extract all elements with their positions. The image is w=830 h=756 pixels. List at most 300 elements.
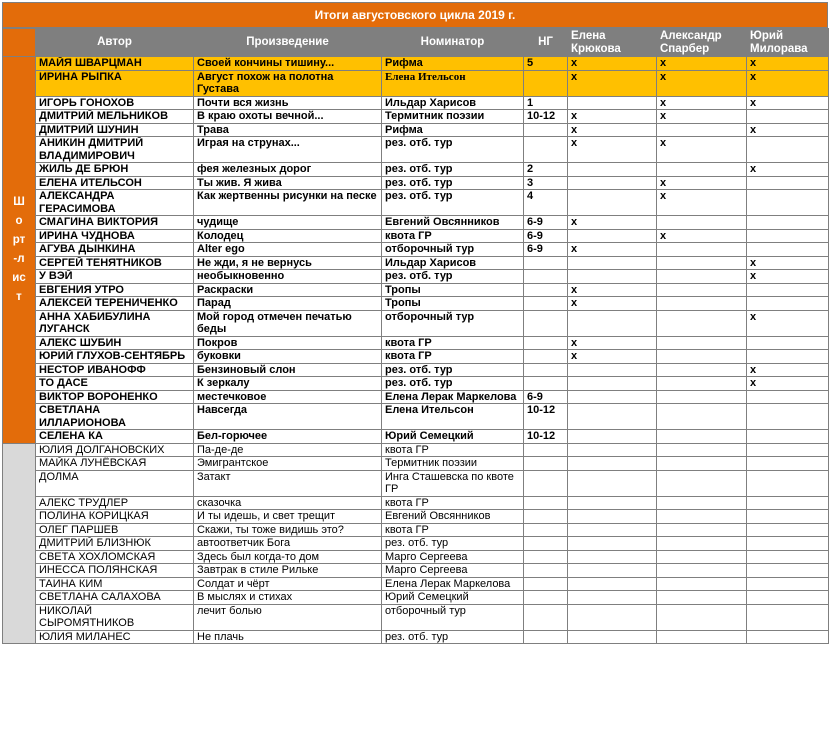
ng-cell [524, 377, 568, 391]
sheet-title: Итоги августовского цикла 2019 г. [2, 2, 828, 28]
nominator-cell: квота ГР [382, 336, 524, 350]
empty-cell [657, 457, 747, 471]
work-cell: Alter ego [194, 243, 382, 257]
empty-cell [747, 496, 829, 510]
nominator-cell: рез. отб. тур [382, 137, 524, 163]
nominator-cell: квота ГР [382, 350, 524, 364]
jury-2-mark [657, 123, 747, 137]
ng-cell: 1 [524, 96, 568, 110]
nominator-cell: Инга Сташевска по квоте ГР [382, 470, 524, 496]
empty-cell [657, 470, 747, 496]
jury-1-mark: x [568, 216, 657, 230]
nominator-cell: Юрий Семецкий [382, 591, 524, 605]
short-list-row [3, 350, 829, 364]
short-list-body [3, 57, 829, 444]
jury-2-mark [657, 363, 747, 377]
nominator-cell: рез. отб. тур [382, 176, 524, 190]
short-list-row [3, 363, 829, 377]
author-cell: АЛЕКС ШУБИН [36, 336, 194, 350]
jury-3-mark: x [747, 310, 829, 336]
empty-cell [747, 443, 829, 457]
jury-3-mark: x [747, 270, 829, 284]
jury-2-mark [657, 430, 747, 444]
nominator-cell: рез. отб. тур [382, 537, 524, 551]
author-cell: ДМИТРИЙ БЛИЗНЮК [36, 537, 194, 551]
empty-cell [747, 457, 829, 471]
empty-cell [747, 470, 829, 496]
jury-1-mark [568, 229, 657, 243]
author-cell: ДМИТРИЙ ШУНИН [36, 123, 194, 137]
empty-cell [568, 523, 657, 537]
empty-cell [657, 564, 747, 578]
author-cell: ДОЛМА [36, 470, 194, 496]
work-cell: Парад [194, 297, 382, 311]
long-list-row [3, 550, 829, 564]
empty-cell [657, 591, 747, 605]
nominator-cell: квота ГР [382, 523, 524, 537]
empty-cell [524, 523, 568, 537]
empty-cell [747, 537, 829, 551]
empty-cell [747, 591, 829, 605]
jury-3-mark [747, 297, 829, 311]
jury-3-mark: x [747, 256, 829, 270]
work-cell: Август похож на полотна Густава [194, 70, 382, 96]
long-list-row [3, 457, 829, 471]
work-cell: Трава [194, 123, 382, 137]
empty-cell [657, 537, 747, 551]
jury-3-mark [747, 216, 829, 230]
empty-cell [524, 591, 568, 605]
short-list-row [3, 390, 829, 404]
short-list-row [3, 256, 829, 270]
short-list-label-text: Шорт-лист [12, 195, 26, 303]
nominator-cell: рез. отб. тур [382, 270, 524, 284]
col-work-header: Произведение [194, 29, 382, 57]
jury-2-mark: x [657, 229, 747, 243]
jury-2-mark [657, 404, 747, 430]
empty-cell [524, 470, 568, 496]
short-list-label [3, 57, 36, 444]
jury-2-mark [657, 243, 747, 257]
nominator-cell: Тропы [382, 297, 524, 311]
long-list-row [3, 470, 829, 496]
author-cell: СЕРГЕЙ ТЕНЯТНИКОВ [36, 256, 194, 270]
ng-cell [524, 310, 568, 336]
empty-cell [524, 443, 568, 457]
ng-cell [524, 137, 568, 163]
work-cell: лечит болью [194, 604, 382, 630]
author-cell: АЛЕКСАНДРА ГЕРАСИМОВА [36, 190, 194, 216]
empty-cell [568, 591, 657, 605]
empty-cell [657, 630, 747, 644]
jury-3-mark: x [747, 377, 829, 391]
jury-1-mark: x [568, 336, 657, 350]
work-cell: автоответчик Бога [194, 537, 382, 551]
empty-cell [657, 443, 747, 457]
nominator-cell: Термитник поэзии [382, 457, 524, 471]
col-jury-2-header: Александр Спарбер [657, 29, 747, 57]
empty-cell [568, 510, 657, 524]
jury-1-mark: x [568, 137, 657, 163]
author-cell: НЕСТОР ИВАНОФФ [36, 363, 194, 377]
author-cell: ИГОРЬ ГОНОХОВ [36, 96, 194, 110]
jury-1-mark [568, 190, 657, 216]
empty-cell [747, 577, 829, 591]
short-list-row [3, 163, 829, 177]
jury-2-mark [657, 310, 747, 336]
jury-1-mark [568, 430, 657, 444]
short-list-row [3, 176, 829, 190]
work-cell: Па-де-де [194, 443, 382, 457]
jury-2-mark [657, 377, 747, 391]
long-list-row [3, 591, 829, 605]
ng-cell [524, 70, 568, 96]
author-cell: АННА ХАБИБУЛИНА ЛУГАНСК [36, 310, 194, 336]
jury-1-mark [568, 176, 657, 190]
work-cell: Солдат и чёрт [194, 577, 382, 591]
ng-cell [524, 297, 568, 311]
work-cell: Бел-горючее [194, 430, 382, 444]
author-cell: МАЙКА ЛУНЁВСКАЯ [36, 457, 194, 471]
long-list-row [3, 510, 829, 524]
nominator-cell: отборочный тур [382, 310, 524, 336]
work-cell: необыкновенно [194, 270, 382, 284]
nominator-cell: Елена Лерак Маркелова [382, 390, 524, 404]
short-list-row [3, 243, 829, 257]
nominator-cell: Рифма [382, 57, 524, 71]
jury-2-mark [657, 270, 747, 284]
author-cell: СВЕТЛАНА САЛАХОВА [36, 591, 194, 605]
author-cell: ЖИЛЬ ДЕ БРЮН [36, 163, 194, 177]
nominator-cell: Елена Ительсон [382, 70, 524, 96]
work-cell: Не жди, я не вернусь [194, 256, 382, 270]
empty-cell [524, 604, 568, 630]
jury-2-mark: x [657, 137, 747, 163]
ng-cell [524, 270, 568, 284]
short-list-row [3, 216, 829, 230]
jury-3-mark [747, 283, 829, 297]
work-cell: В мыслях и стихах [194, 591, 382, 605]
corner-cell [3, 29, 36, 57]
empty-cell [524, 577, 568, 591]
author-cell: У ВЭЙ [36, 270, 194, 284]
author-cell: СВЕТЛАНА ИЛЛАРИОНОВА [36, 404, 194, 430]
author-cell: СМАГИНА ВИКТОРИЯ [36, 216, 194, 230]
jury-1-mark: x [568, 57, 657, 71]
work-cell: сказочка [194, 496, 382, 510]
empty-cell [747, 510, 829, 524]
long-list-row [3, 604, 829, 630]
nominator-cell: квота ГР [382, 496, 524, 510]
empty-cell [657, 496, 747, 510]
short-list-row [3, 229, 829, 243]
col-nominator-header: Номинатор [382, 29, 524, 57]
jury-2-mark [657, 283, 747, 297]
short-list-row [3, 336, 829, 350]
jury-1-mark [568, 270, 657, 284]
jury-3-mark: x [747, 70, 829, 96]
jury-1-mark: x [568, 123, 657, 137]
work-cell: Скажи, ты тоже видишь это? [194, 523, 382, 537]
ng-cell: 10-12 [524, 430, 568, 444]
jury-3-mark [747, 229, 829, 243]
long-list-row [3, 537, 829, 551]
jury-1-mark [568, 404, 657, 430]
work-cell: Колодец [194, 229, 382, 243]
short-list-row [3, 123, 829, 137]
jury-2-mark [657, 350, 747, 364]
empty-cell [568, 630, 657, 644]
empty-cell [568, 496, 657, 510]
work-cell: И ты идешь, и свет трещит [194, 510, 382, 524]
author-cell: ЮРИЙ ГЛУХОВ-СЕНТЯБРЬ [36, 350, 194, 364]
jury-3-mark: x [747, 363, 829, 377]
work-cell: Затакт [194, 470, 382, 496]
author-cell: ЕВГЕНИЯ УТРО [36, 283, 194, 297]
short-list-row [3, 57, 829, 71]
ng-cell: 10-12 [524, 110, 568, 124]
jury-2-mark [657, 297, 747, 311]
author-cell: АГУВА ДЫНКИНА [36, 243, 194, 257]
short-list-row [3, 190, 829, 216]
empty-cell [657, 604, 747, 630]
nominator-cell: Термитник поэзии [382, 110, 524, 124]
jury-1-mark [568, 96, 657, 110]
nominator-cell: Юрий Семецкий [382, 430, 524, 444]
jury-3-mark [747, 137, 829, 163]
jury-3-mark [747, 350, 829, 364]
jury-2-mark [657, 336, 747, 350]
empty-cell [524, 630, 568, 644]
nominator-cell: Рифма [382, 123, 524, 137]
empty-cell [657, 550, 747, 564]
work-cell: Навсегда [194, 404, 382, 430]
author-cell: ИНЕССА ПОЛЯНСКАЯ [36, 564, 194, 578]
empty-cell [568, 537, 657, 551]
ng-cell [524, 256, 568, 270]
long-list-row [3, 564, 829, 578]
short-list-row [3, 297, 829, 311]
jury-3-mark [747, 243, 829, 257]
work-cell: Здесь был когда-то дом [194, 550, 382, 564]
work-cell: Покров [194, 336, 382, 350]
nominator-cell: Евгений Овсянников [382, 216, 524, 230]
empty-cell [747, 630, 829, 644]
jury-3-mark: x [747, 57, 829, 71]
author-cell: ВИКТОР ВОРОНЕНКО [36, 390, 194, 404]
long-list-row [3, 443, 829, 457]
jury-2-mark [657, 390, 747, 404]
empty-cell [568, 564, 657, 578]
jury-2-mark: x [657, 96, 747, 110]
jury-1-mark: x [568, 110, 657, 124]
empty-cell [524, 537, 568, 551]
empty-cell [524, 457, 568, 471]
empty-cell [524, 510, 568, 524]
nominator-cell: Елена Лерак Маркелова [382, 577, 524, 591]
results-sheet [2, 2, 828, 644]
empty-cell [524, 564, 568, 578]
nominator-cell: квота ГР [382, 229, 524, 243]
empty-cell [747, 564, 829, 578]
author-cell: НИКОЛАЙ СЫРОМЯТНИКОВ [36, 604, 194, 630]
jury-2-mark: x [657, 70, 747, 96]
work-cell: местечковое [194, 390, 382, 404]
author-cell: ДМИТРИЙ МЕЛЬНИКОВ [36, 110, 194, 124]
ng-cell [524, 283, 568, 297]
jury-1-mark: x [568, 70, 657, 96]
author-cell: АЛЕКС ТРУДЛЕР [36, 496, 194, 510]
author-cell: ИРИНА ЧУДНОВА [36, 229, 194, 243]
author-cell: ЕЛЕНА ИТЕЛЬСОН [36, 176, 194, 190]
short-list-row [3, 110, 829, 124]
empty-cell [747, 604, 829, 630]
empty-cell [747, 550, 829, 564]
nominator-cell: рез. отб. тур [382, 363, 524, 377]
jury-1-mark [568, 377, 657, 391]
jury-3-mark [747, 390, 829, 404]
short-list-row [3, 70, 829, 96]
col-author-header: Автор [36, 29, 194, 57]
ng-cell [524, 350, 568, 364]
jury-2-mark [657, 256, 747, 270]
short-list-row [3, 137, 829, 163]
short-list-row [3, 96, 829, 110]
author-cell: ОЛЕГ ПАРШЕВ [36, 523, 194, 537]
empty-cell [568, 550, 657, 564]
author-cell: ЮЛИЯ МИЛАНЕС [36, 630, 194, 644]
ng-cell: 2 [524, 163, 568, 177]
work-cell: Бензиновый слон [194, 363, 382, 377]
nominator-cell: Ильдар Харисов [382, 256, 524, 270]
author-cell: ИРИНА РЫПКА [36, 70, 194, 96]
work-cell: Не плачь [194, 630, 382, 644]
empty-cell [524, 496, 568, 510]
empty-cell [657, 523, 747, 537]
ng-cell: 5 [524, 57, 568, 71]
work-cell: В краю охоты вечной... [194, 110, 382, 124]
ng-cell: 6-9 [524, 390, 568, 404]
nominator-cell: Елена Ительсон [382, 404, 524, 430]
jury-1-mark [568, 256, 657, 270]
jury-1-mark: x [568, 243, 657, 257]
ng-cell: 6-9 [524, 216, 568, 230]
jury-1-mark [568, 363, 657, 377]
empty-cell [524, 550, 568, 564]
jury-3-mark [747, 336, 829, 350]
short-list-row [3, 404, 829, 430]
jury-3-mark: x [747, 163, 829, 177]
empty-cell [657, 577, 747, 591]
long-list-row [3, 523, 829, 537]
empty-cell [657, 510, 747, 524]
ng-cell: 6-9 [524, 243, 568, 257]
work-cell: Как жертвенны рисунки на песке [194, 190, 382, 216]
jury-1-mark: x [568, 297, 657, 311]
author-cell: СВЕТА ХОХЛОМСКАЯ [36, 550, 194, 564]
author-cell: АНИКИН ДМИТРИЙ ВЛАДИМИРОВИЧ [36, 137, 194, 163]
work-cell: Завтрак в стиле Рильке [194, 564, 382, 578]
nominator-cell: рез. отб. тур [382, 377, 524, 391]
author-cell: СЕЛЕНА КА [36, 430, 194, 444]
jury-3-mark [747, 404, 829, 430]
work-cell: Играя на струнах... [194, 137, 382, 163]
work-cell: буковки [194, 350, 382, 364]
ng-cell: 3 [524, 176, 568, 190]
nominator-cell: отборочный тур [382, 604, 524, 630]
jury-3-mark [747, 430, 829, 444]
work-cell: Почти вся жизнь [194, 96, 382, 110]
jury-2-mark: x [657, 110, 747, 124]
empty-cell [747, 523, 829, 537]
author-cell: ПОЛИНА КОРИЦКАЯ [36, 510, 194, 524]
jury-2-mark: x [657, 176, 747, 190]
nominator-cell: Тропы [382, 283, 524, 297]
short-list-row [3, 430, 829, 444]
nominator-cell: Ильдар Харисов [382, 96, 524, 110]
short-list-row [3, 377, 829, 391]
author-cell: АЛЕКСЕЙ ТЕРЕНИЧЕНКО [36, 297, 194, 311]
work-cell: Ты жив. Я жива [194, 176, 382, 190]
work-cell: Своей кончины тишину... [194, 57, 382, 71]
empty-cell [568, 457, 657, 471]
nominator-cell: рез. отб. тур [382, 163, 524, 177]
nominator-cell: рез. отб. тур [382, 190, 524, 216]
empty-cell [568, 443, 657, 457]
jury-1-mark [568, 163, 657, 177]
long-list-row [3, 630, 829, 644]
ng-cell: 6-9 [524, 229, 568, 243]
nominator-cell: квота ГР [382, 443, 524, 457]
author-cell: ТО ДАСЕ [36, 377, 194, 391]
ng-cell [524, 123, 568, 137]
jury-3-mark [747, 176, 829, 190]
long-list-row [3, 577, 829, 591]
work-cell: Раскраски [194, 283, 382, 297]
jury-3-mark: x [747, 123, 829, 137]
work-cell: чудище [194, 216, 382, 230]
long-list-body [3, 443, 829, 644]
nominator-cell: Марго Сергеева [382, 550, 524, 564]
long-list-row [3, 496, 829, 510]
col-jury-1-header: Елена Крюкова [568, 29, 657, 57]
jury-3-mark [747, 190, 829, 216]
work-cell: К зеркалу [194, 377, 382, 391]
empty-cell [568, 470, 657, 496]
nominator-cell: Евгений Овсянников [382, 510, 524, 524]
author-cell: МАЙЯ ШВАРЦМАН [36, 57, 194, 71]
nominator-cell: отборочный тур [382, 243, 524, 257]
work-cell: Эмигрантское [194, 457, 382, 471]
ng-cell [524, 336, 568, 350]
short-list-row [3, 270, 829, 284]
results-table [2, 28, 829, 644]
jury-3-mark [747, 110, 829, 124]
col-jury-3-header: Юрий Милорава [747, 29, 829, 57]
col-ng-header: НГ [524, 29, 568, 57]
empty-cell [568, 604, 657, 630]
long-list-band [3, 443, 36, 644]
ng-cell: 10-12 [524, 404, 568, 430]
jury-1-mark: x [568, 350, 657, 364]
ng-cell: 4 [524, 190, 568, 216]
jury-2-mark: x [657, 57, 747, 71]
short-list-row [3, 310, 829, 336]
jury-2-mark [657, 216, 747, 230]
header-row [3, 29, 829, 57]
jury-1-mark [568, 310, 657, 336]
author-cell: ТАИНА КИМ [36, 577, 194, 591]
